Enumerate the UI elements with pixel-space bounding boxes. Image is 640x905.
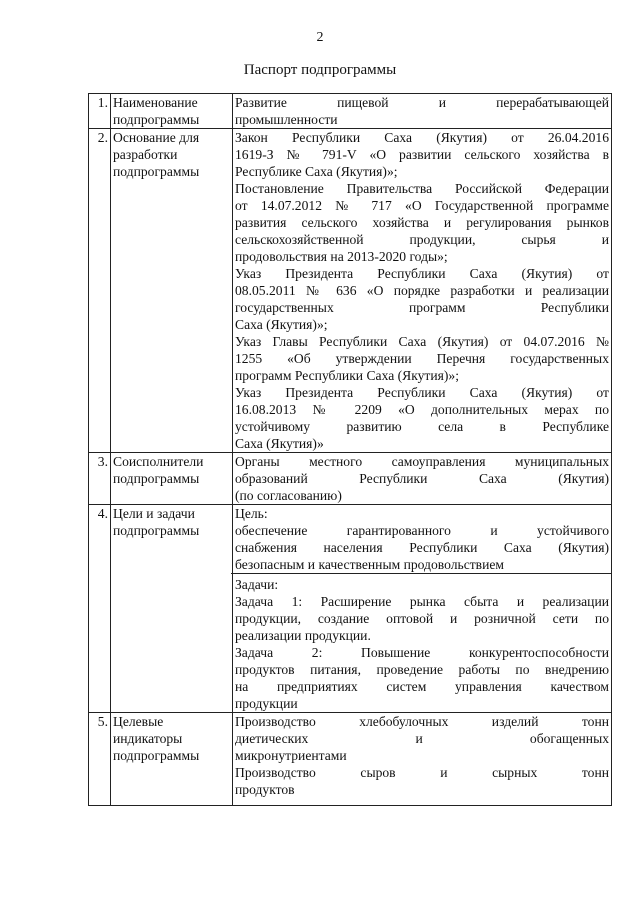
content-line: продовольствия на 2013-2020 годы»; [235,249,448,264]
row-content [233,453,612,505]
row-number: 3. [89,453,111,505]
content-line: Указ Главы Республики Саха (Якутия) от 04.07.2016 № [235,334,609,349]
passport-table-body [89,94,612,806]
content-line: программ Республики Саха (Якутия)»; [235,368,459,383]
row-label-line: подпрограммы [113,523,200,538]
row-content [233,713,612,806]
content-line: безопасным и качественным продовольствием [235,557,504,572]
table-row [89,713,612,806]
content-line: продуктов [235,782,295,797]
content-line: Саха (Якутия)» [235,436,324,451]
row-label-line: подпрограммы [113,112,200,127]
content-line: Республике Саха (Якутия)»; [235,164,398,179]
content-line: обеспечение гарантированного и устойчивого [235,523,609,538]
row-label [111,129,233,453]
table-row [89,94,612,129]
content-line: сельскохозяйственной продукции, сырья и [235,232,609,247]
content-line: образований Республики Саха (Якутия) [235,471,609,486]
table-row [89,505,612,713]
content-line: Саха (Якутия)»; [235,317,328,332]
content-line: Постановление Правительства Российской Федерации [235,181,609,196]
content-line: Производство сыров и сырных тонн [235,765,609,780]
row-content [233,94,612,129]
row-label-line: подпрограммы [113,748,200,763]
row-number: 5. [89,713,111,806]
table-row [89,453,612,505]
content-line: снабжения населения Республики Саха (Якутия) [235,540,609,555]
row-label-line: подпрограммы [113,471,200,486]
content-line: государственных программ Республики [235,300,609,315]
document-title: Паспорт подпрограммы [243,62,397,78]
row-label [111,505,233,713]
row-content [233,129,612,453]
content-line: Задача 2: Повышение конкурентоспособности [235,645,609,660]
goal-block [235,505,609,573]
content-line: от 14.07.2012 № 717 «О Государственной программе [235,198,609,213]
content-line: продукции, создание оптовой и розничной сети по [235,611,609,626]
content-line: 1255 «Об утверждении Перечня государственных [235,351,609,366]
tasks-block [231,573,611,712]
content-line: Указ Президента Республики Саха (Якутия) от [235,385,609,400]
row-label-line: Наименование [113,95,198,110]
row-label [111,713,233,806]
content-line: 08.05.2011 № 636 «О порядке разработки и реализации [235,283,609,298]
row-label-line: Соисполнители [113,454,204,469]
row-label [111,94,233,129]
content-line: Задачи: [235,577,279,592]
content-line: диетических и обогащенных [235,731,609,746]
content-line: 1619-З № 791-V «О развитии сельского хозяйства в [235,147,609,162]
content-line: продукции [235,696,298,711]
row-number: 2. [89,129,111,453]
content-line: реализации продукции. [235,628,371,643]
content-line: на предприятиях систем управления качеством [235,679,609,694]
row-label-line: индикаторы [113,731,183,746]
content-line: Органы местного самоуправления муниципальных [235,454,609,469]
row-number: 1. [89,94,111,129]
row-label-line: Основание для [113,130,200,145]
content-line: Указ Президента Республики Саха (Якутия) от [235,266,609,281]
content-line: (по согласованию) [235,488,342,503]
content-line: промышленности [235,112,338,127]
content-line: Развитие пищевой и перерабатывающей [235,95,609,110]
row-content [233,505,612,713]
table-row [89,129,612,453]
row-label-line: Цели и задачи [113,506,195,521]
page-number: 2 [316,30,324,45]
row-number: 4. [89,505,111,713]
row-label [111,453,233,505]
row-label-line: Целевые [113,714,164,729]
content-line: микронутриентами [235,748,347,763]
content-line: Задача 1: Расширение рынка сбыта и реализации [235,594,609,609]
content-line: Цель: [235,506,268,521]
content-line: Закон Республики Саха (Якутия) от 26.04.2016 [235,130,609,145]
content-line: 16.08.2013 № 2209 «О дополнительных мерах по [235,402,609,417]
passport-table [88,93,612,806]
content-line: развития сельского хозяйства и регулирования рынков [235,215,609,230]
content-line: Производство хлебобулочных изделий тонн [235,714,609,729]
row-label-line: разработки [113,147,178,162]
content-line: устойчивому развитию села в Республике [235,419,609,434]
content-line: продуктов питания, проведение работы по внедрению [235,662,609,677]
row-label-line: подпрограммы [113,164,200,179]
